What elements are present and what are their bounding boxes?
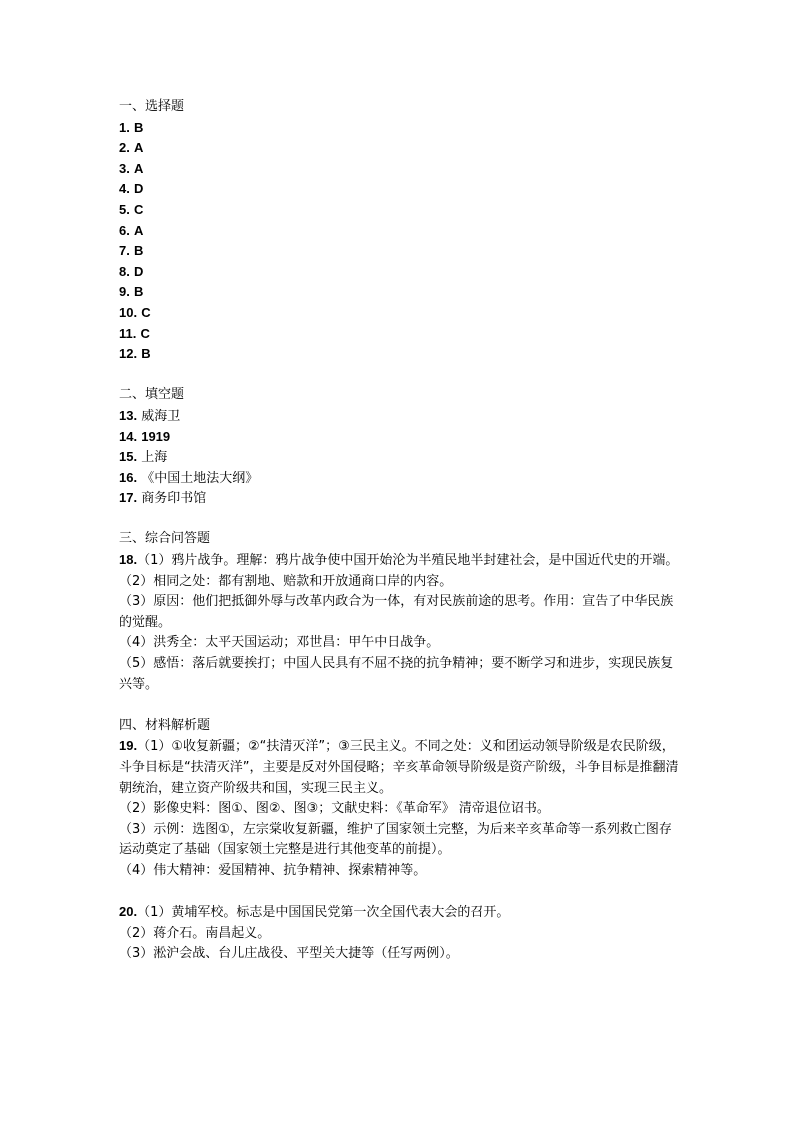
section4-title: 四、材料解析题 [119, 717, 211, 733]
item-number: 2. [119, 140, 130, 156]
item-number: 5. [119, 201, 130, 217]
list-item [119, 447, 679, 468]
q18-part5: （5）感悟：落后就要挨打；中国人民具有不屈不挠的抗争精神；要不断学习和进步，实现民族复兴等。 [119, 656, 674, 692]
list-item [119, 406, 679, 427]
item-answer: 1919 [141, 428, 171, 444]
list-item [119, 488, 679, 509]
list-item [119, 118, 679, 139]
list-item [119, 138, 679, 159]
item-answer: 商务印书馆 [141, 491, 207, 507]
section1-title: 一、选择题 [119, 99, 185, 114]
item-answer: B [133, 243, 144, 259]
list-item [119, 303, 679, 324]
item-number: 7. [119, 243, 130, 259]
item-answer: D [133, 181, 144, 197]
section-spacer [119, 695, 679, 716]
item-number: 15. [119, 449, 138, 465]
item-answer: A [133, 140, 144, 156]
list-item [119, 344, 679, 365]
list-item [119, 468, 679, 489]
question-19 [119, 736, 679, 881]
q19-part2: （2）影像史料：图①、图②、图③；文献史料：《革命军》 清帝退位诏书。 [119, 801, 550, 817]
item-answer: A [133, 222, 144, 238]
item-number: 9. [119, 284, 130, 300]
q18-part3: （3）原因：他们把抵御外辱与改革内政合为一体，有对民族前途的思考。作用：宣告了中华民族的觉醒。 [119, 594, 674, 630]
list-item [119, 427, 679, 448]
q19-part3: （3）示例：选图①，左宗棠收复新疆，维护了国家领土完整，为后来辛亥革命等一系列救亡图存运动奠定了基础（国家领土完整是进行其他变革的前提）。 [119, 821, 672, 858]
list-item [119, 221, 679, 242]
list-item [119, 262, 679, 283]
item-number: 6. [119, 222, 130, 238]
item-number: 4. [119, 181, 130, 197]
item-answer: C [141, 304, 151, 320]
q19-part1 [119, 736, 679, 799]
item-answer: B [141, 346, 151, 362]
list-item [119, 200, 679, 221]
question-number: 20. [119, 904, 138, 920]
section2-title: 二、填空题 [119, 387, 185, 403]
item-answer: 上海 [141, 450, 168, 466]
item-answer: 威海卫 [141, 408, 181, 424]
q18-part1 [119, 550, 679, 572]
item-number: 3. [119, 160, 130, 176]
item-answer: B [133, 284, 144, 300]
q20-part2: （2）蒋介石。南昌起义。 [119, 925, 271, 941]
item-number: 16. [119, 469, 138, 485]
list-item [119, 241, 679, 262]
item-answer: 《中国土地法大纲》 [141, 470, 259, 486]
item-number: 11. [119, 325, 137, 341]
item-number: 12. [119, 346, 138, 362]
item-number: 10. [119, 304, 138, 320]
question-number: 18. [119, 552, 138, 568]
item-answer: C [133, 201, 144, 217]
item-number: 13. [119, 407, 138, 423]
section3-title: 三、综合问答题 [119, 531, 211, 547]
section-spacer [119, 509, 679, 530]
q20-part1-text: （1）黄埔军校。标志是中国国民党第一次全国代表大会的召开。 [137, 905, 510, 921]
question-18 [119, 550, 679, 695]
q19-part4: （4）伟大精神：爱国精神、抗争精神、探索精神等。 [119, 862, 427, 878]
q20-part1 [119, 902, 679, 924]
item-number: 14. [119, 428, 138, 444]
question-20 [119, 902, 679, 965]
list-item [119, 179, 679, 200]
q18-part4: （4）洪秀全：太平天国运动；邓世昌：甲午中日战争。 [119, 635, 440, 651]
section2-list [119, 406, 679, 509]
item-answer: B [133, 119, 144, 135]
list-item [119, 159, 679, 180]
list-item [119, 324, 679, 345]
section-spacer [119, 882, 679, 903]
q18-part2: （2）相同之处：都有割地、赔款和开放通商口岸的内容。 [119, 573, 453, 589]
item-number: 17. [119, 490, 138, 506]
section-spacer [119, 365, 679, 386]
q19-part1-text: （1）①收复新疆；②“扶清灭洋”；③三民主义。不同之处：义和团运动领导阶级是农民阶级，斗争目标是“扶清灭洋”，主要是反对外国侵略；辛亥革命领导阶级是资产阶级，斗争目标是推翻清朝统治，建立资产阶级共和国，实现三民主义。 [119, 739, 679, 796]
q20-part3: （3）淞沪会战、台儿庄战役、平型关大捷等（任写两例）。 [119, 946, 459, 962]
item-answer: D [133, 263, 144, 279]
answer-document [119, 97, 679, 965]
list-item [119, 282, 679, 303]
section1-list [119, 118, 679, 365]
q18-part1-text: （1）鸦片战争。理解：鸦片战争使中国开始沦为半殖民地半封建社会，是中国近代史的开端。 [137, 553, 679, 569]
item-number: 1. [119, 119, 130, 135]
item-answer: C [140, 325, 150, 341]
question-number: 19. [119, 738, 138, 754]
item-number: 8. [119, 263, 130, 279]
item-answer: A [133, 160, 144, 176]
